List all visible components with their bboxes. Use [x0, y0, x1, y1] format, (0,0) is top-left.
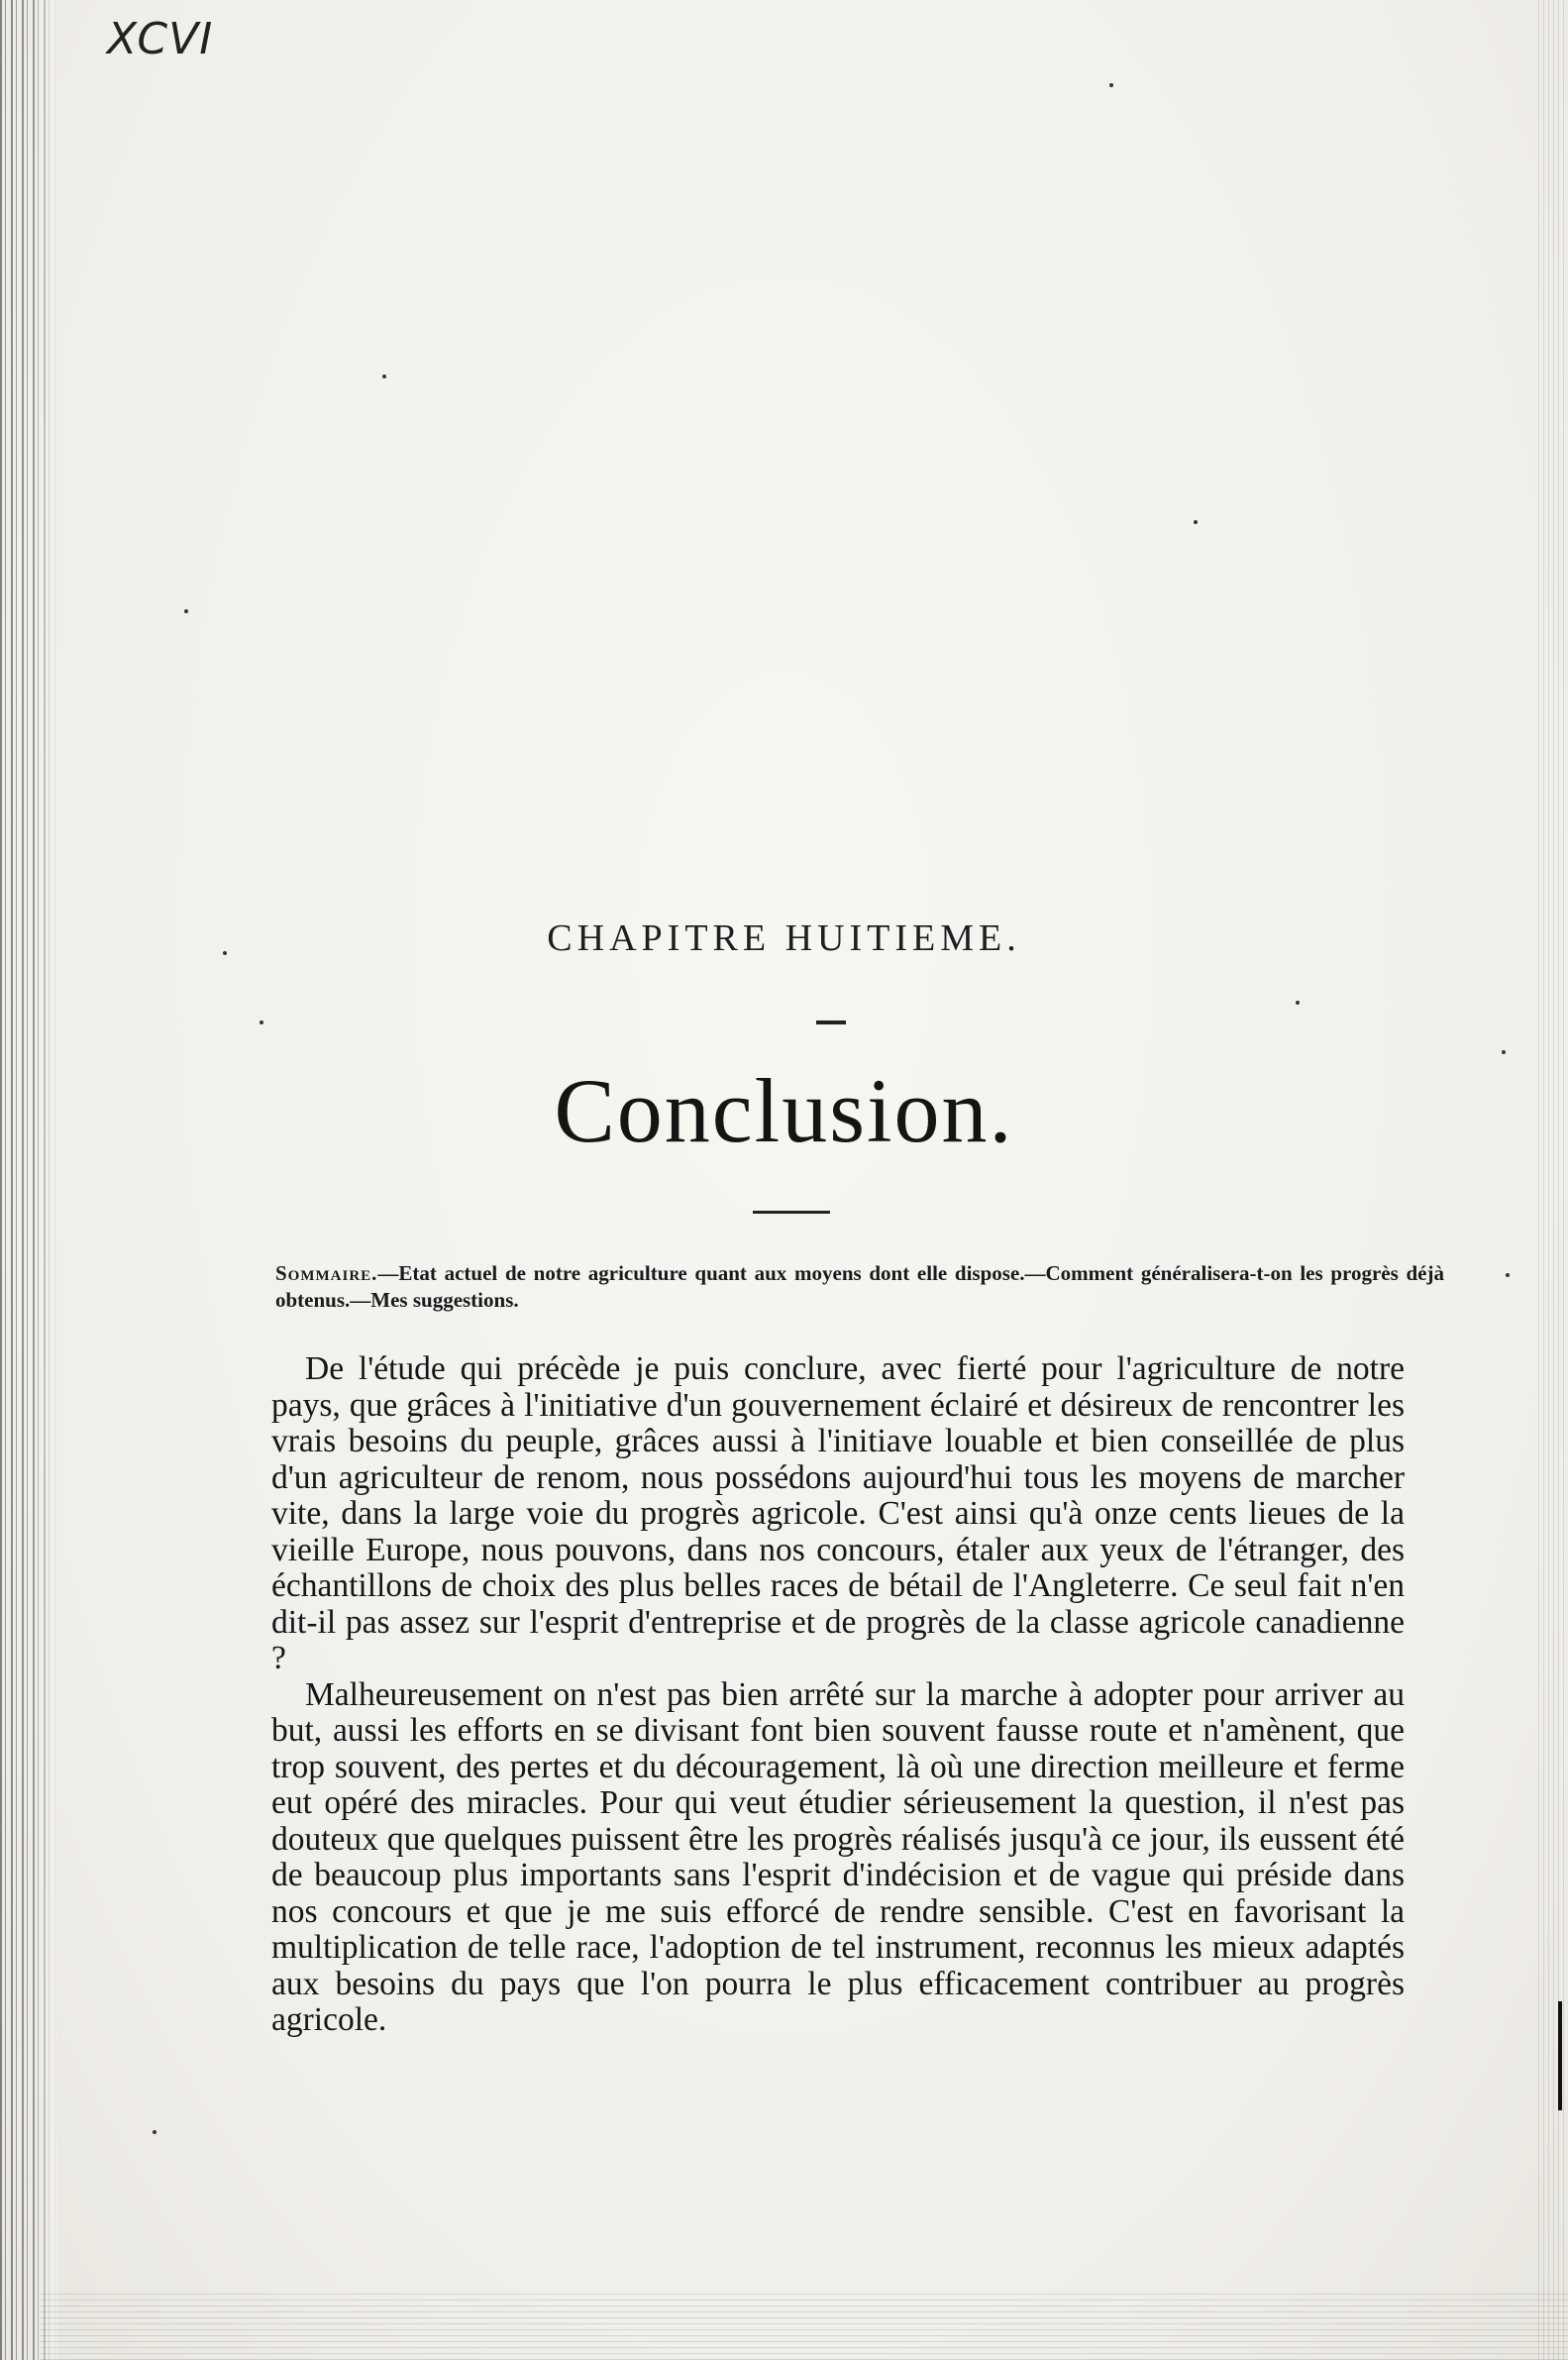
left-border-fade — [0, 0, 57, 2360]
scan-speck — [260, 1020, 263, 1024]
scan-speck — [1194, 520, 1198, 524]
long-rule — [753, 1211, 830, 1214]
paragraph-1: De l'étude qui précède je puis conclure, avec fierté pour l'agriculture de notre pays, que grâces à l'initiative d'un gouvernement éclairé et désireux de rencontrer les vrais besoins du peuple, grâces aussi à l'initiave louable et bien conseillée de plus d'un agriculteur de renom, nous possédons aujourd'hui tous les moyens de marcher vite, dans la large voie du progrès agricole. C'est ainsi qu'à onze cents lieues de la vieille Europe, nous pouvons, dans nos concours, étaler aux yeux de l'étranger, des échantillons de choix des plus belles races de bétail de l'Angleterre. Ce seul fait n'en dit-il pas assez sur l'esprit d'entreprise et de progrès de la classe agricole canadienne ? — [271, 1350, 1405, 1676]
scan-speck — [382, 375, 386, 378]
scan-speck — [1506, 1273, 1510, 1277]
chapter-heading: CHAPITRE HUITIEME. — [547, 917, 1021, 959]
bottom-border-lines — [40, 2291, 1568, 2360]
scan-speck — [223, 951, 227, 955]
chapter-title: Conclusion. — [554, 1060, 1014, 1161]
short-rule — [816, 1020, 846, 1024]
scan-speck — [1296, 1001, 1300, 1005]
scan-speck — [184, 609, 188, 613]
summary-text: —Etat actuel de notre agriculture quant aux moyens dont elle dispose.—Comment généralisera-t-on les progrès déjà obtenus.—Mes suggestions. — [275, 1261, 1444, 1312]
right-edge-mark — [1558, 2001, 1562, 2110]
scan-speck — [1502, 1050, 1506, 1054]
chapter-summary — [275, 1260, 1444, 1314]
scan-speck — [153, 2130, 157, 2134]
summary-label: Sommaire. — [275, 1261, 378, 1285]
page-number: XCVI — [107, 14, 214, 64]
body-text — [271, 1351, 1405, 2039]
scan-speck — [1109, 83, 1113, 87]
right-border-lines — [1538, 0, 1568, 2360]
paragraph-2: Malheureusement on n'est pas bien arrêté sur la marche à adopter pour arriver au but, aussi les efforts en se divisant font bien souvent fausse route et n'amènent, que trop souvent, des pertes et du découragement, là où une direction meilleure et ferme eut opéré des miracles. Pour qui veut étudier sérieusement la question, il n'est pas douteux que quelques puissent être les progrès réalisés jusqu'à ce jour, ils eussent été de beaucoup plus importants sans l'esprit d'indécision et de vague qui préside dans nos concours et que je me suis efforcé de rendre sensible. C'est en favorisant la multiplication de telle race, l'adoption de tel instrument, reconnus les mieux adaptés aux besoins du pays que l'on pourra le plus efficacement contribuer au progrès agricole. — [271, 1675, 1405, 2038]
